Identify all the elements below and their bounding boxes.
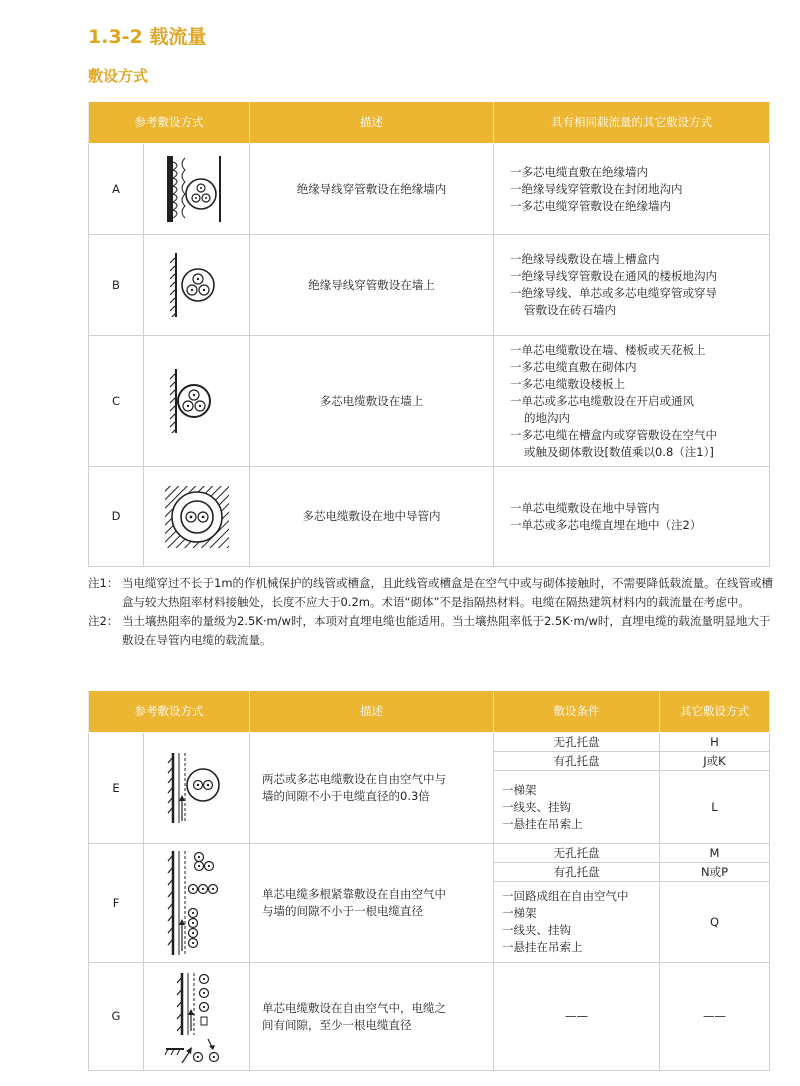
list-item: 一梯架 <box>502 906 537 920</box>
method-description <box>250 733 494 844</box>
list-item: 一线夹、挂钩 <box>502 799 571 814</box>
list-item: 一线夹、挂钩 <box>502 923 571 937</box>
list-item: 一梯架 <box>502 782 537 797</box>
method-letter: A <box>89 144 144 235</box>
list-item: 一单芯或多芯电缆直埋在地中（注2） <box>510 517 702 532</box>
desc-line: 墙的间隙不小于电缆直径的0.3倍 <box>262 789 430 803</box>
footnotes <box>88 574 778 650</box>
list-item: 一多芯电缆在槽盒内或穿管敷设在空气中 <box>510 427 717 442</box>
other-cell: N或P <box>660 863 770 882</box>
desc-line: 单芯电缆敷设在自由空气中，电缆之 <box>262 1000 446 1015</box>
desc-line: 与墙的间隙不小于一根电缆直径 <box>262 904 423 918</box>
table-row <box>89 336 770 467</box>
list-item: 一悬挂在吊索上 <box>502 816 583 831</box>
header-condition: 敷设条件 <box>494 691 660 733</box>
list-item: 一单芯电缆敷设在墙、楼板或天花板上 <box>510 342 706 357</box>
desc-line: 间有间隙，至少一根电缆直径 <box>262 1017 412 1032</box>
header-description: 描述 <box>250 102 494 144</box>
method-c-diagram <box>144 336 250 467</box>
table-row <box>89 467 770 567</box>
table-row <box>89 235 770 336</box>
header-ref-method: 参考敷设方式 <box>89 691 250 733</box>
list-item: 或触及砌体敷设[数值乘以0.8（注1）] <box>524 444 714 459</box>
list-item: 一单芯电缆敷设在地中导管内 <box>510 500 660 515</box>
method-b-diagram <box>144 235 250 336</box>
note-label: 注2： <box>88 614 119 628</box>
header-ref-method: 参考敷设方式 <box>89 102 250 144</box>
other-cell: M <box>660 844 770 863</box>
condition-cell: 无孔托盘 <box>494 733 660 752</box>
subsection-title: 敷设方式 <box>88 67 149 85</box>
condition-cell: 有孔托盘 <box>494 752 660 771</box>
table-row <box>89 144 770 235</box>
note-text: 当土壤热阻率的量级为2.5K·m/w时，本项对直埋电缆也能适用。当土壤热阻率低于2.5K·m/w时，直埋电缆的载流量明显地大于敷设在导管内电缆的载流量。 <box>122 614 771 647</box>
list-item: 一多芯电缆敷设楼板上 <box>510 376 625 391</box>
method-letter: F <box>89 844 144 963</box>
list-item: 一绝缘导线敷设在墙上槽盒内 <box>510 252 660 266</box>
list-item: 一绝缘导线穿管敷设在封闭地沟内 <box>510 181 683 196</box>
list-item: 管敷设在砖石墙内 <box>524 303 616 317</box>
method-g-diagram <box>144 963 250 1071</box>
method-description <box>250 963 494 1071</box>
condition-cell: 有孔托盘 <box>494 863 660 882</box>
list-item: 一回路成组在自由空气中 <box>502 889 629 903</box>
desc-line: 两芯或多芯电缆敷设在自由空气中与 <box>262 772 446 786</box>
method-letter: B <box>89 235 144 336</box>
header-other-methods: 其它敷设方式 <box>660 691 770 733</box>
condition-cell: 无孔托盘 <box>494 844 660 863</box>
other-cell: H <box>660 733 770 752</box>
list-item: 的地沟内 <box>524 410 570 425</box>
method-description <box>250 844 494 963</box>
condition-cell <box>494 771 660 844</box>
list-item: 一悬挂在吊索上 <box>502 940 583 954</box>
condition-cell <box>494 882 660 963</box>
method-description: 多芯电缆敷设在地中导管内 <box>250 467 494 567</box>
method-letter: D <box>89 467 144 567</box>
method-description: 多芯电缆敷设在墙上 <box>250 336 494 467</box>
installation-table-1 <box>88 101 770 567</box>
list-item: 一多芯电缆穿管敷设在绝缘墙内 <box>510 198 671 213</box>
method-letter: G <box>89 963 144 1071</box>
other-cell: L <box>660 771 770 844</box>
note-label: 注1： <box>88 576 119 590</box>
method-f-diagram <box>144 844 250 963</box>
method-letter: C <box>89 336 144 467</box>
note-2 <box>88 612 778 650</box>
table-row <box>89 844 770 863</box>
other-methods <box>494 336 770 467</box>
method-letter: E <box>89 733 144 844</box>
list-item: 一绝缘导线、单芯或多芯电缆穿管或穿导 <box>510 286 717 300</box>
section-title: 1.3-2 载流量 <box>88 26 207 48</box>
list-item: 一多芯电缆直敷在绝缘墙内 <box>510 164 648 179</box>
note-1 <box>88 574 778 612</box>
other-methods <box>494 144 770 235</box>
other-cell: —— <box>660 963 770 1071</box>
table-row <box>89 963 770 1071</box>
other-methods <box>494 235 770 336</box>
installation-table-2 <box>88 690 770 1071</box>
header-same-capacity: 具有相同载流量的其它敷设方式 <box>494 102 770 144</box>
method-e-diagram <box>144 733 250 844</box>
list-item: 一单芯或多芯电缆敷设在开启或通风 <box>510 393 694 408</box>
other-methods <box>494 467 770 567</box>
method-d-diagram <box>144 467 250 567</box>
list-item: 一多芯电缆直敷在砌体内 <box>510 359 637 374</box>
table-row <box>89 733 770 752</box>
header-description: 描述 <box>250 691 494 733</box>
method-description: 绝缘导线穿管敷设在绝缘墙内 <box>250 144 494 235</box>
condition-cell: —— <box>494 963 660 1071</box>
other-cell: Q <box>660 882 770 963</box>
desc-line: 单芯电缆多根紧靠敷设在自由空气中 <box>262 887 446 901</box>
note-text: 当电缆穿过不长于1m的作机械保护的线管或槽盒，且此线管或槽盒是在空气中或与砌体接触时，不需要降低载流量。在线管或槽盒与较大热阻率材料接触处，长度不应大于0.2m。术语“砌体”不是指隔热材料。电缆在隔热建筑材料内的载流量在考虑中。 <box>122 576 774 609</box>
method-description: 绝缘导线穿管敷设在墙上 <box>250 235 494 336</box>
list-item: 一绝缘导线穿管敷设在通风的楼板地沟内 <box>510 269 717 283</box>
other-cell: J或K <box>660 752 770 771</box>
method-a-diagram <box>144 144 250 235</box>
